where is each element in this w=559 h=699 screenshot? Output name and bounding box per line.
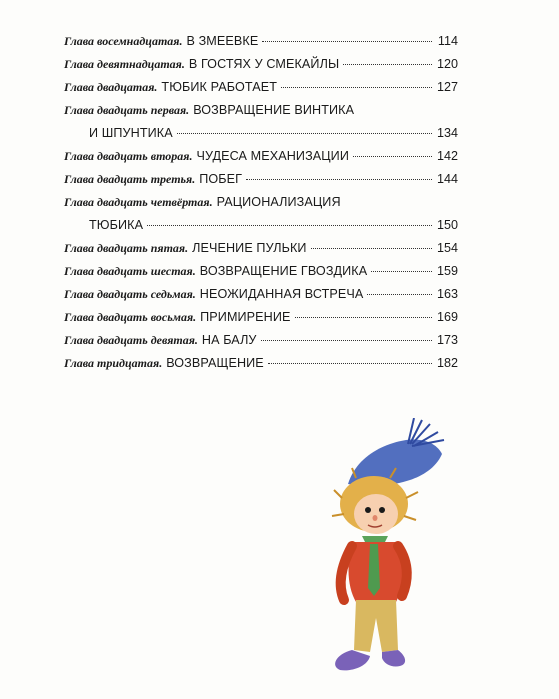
chapter-title: И ШПУНТИКА	[89, 126, 173, 140]
toc-entry	[64, 30, 458, 53]
page-number: 173	[436, 333, 458, 347]
character-illustration	[326, 418, 456, 688]
chapter-label: Глава двадцать четвёртая.	[64, 195, 213, 209]
chapter-title: В ЗМЕЕВКЕ	[186, 34, 259, 48]
chapter-title: НЕОЖИДАННАЯ ВСТРЕЧА	[199, 287, 364, 301]
toc-entry	[64, 306, 458, 329]
chapter-title: ЛЕЧЕНИЕ ПУЛЬКИ	[192, 241, 307, 255]
table-of-contents	[64, 30, 458, 375]
chapter-title: ЧУДЕСА МЕХАНИЗАЦИИ	[196, 149, 349, 163]
toc-entry	[64, 191, 458, 237]
chapter-label: Глава восемнадцатая.	[64, 34, 183, 48]
page-number: 114	[437, 34, 458, 48]
page-number: 127	[436, 80, 458, 94]
dot-leader	[262, 41, 432, 42]
dot-leader	[353, 156, 432, 157]
trousers	[354, 600, 398, 652]
toc-line	[64, 168, 458, 191]
dot-leader	[147, 225, 432, 226]
toc-entry	[64, 329, 458, 352]
dot-leader	[261, 340, 432, 341]
page-number: 150	[436, 218, 458, 232]
page-number: 169	[436, 310, 458, 324]
toc-entry	[64, 99, 458, 145]
page-number: 163	[436, 287, 458, 301]
page-number: 120	[436, 57, 458, 71]
toc-entry	[64, 237, 458, 260]
toc-line	[64, 214, 458, 237]
toc-line	[64, 145, 458, 168]
tie	[368, 544, 380, 596]
dot-leader	[343, 64, 432, 65]
chapter-label: Глава двадцать шестая.	[64, 264, 196, 278]
page-number: 144	[436, 172, 458, 186]
chapter-label: Глава двадцать третья.	[64, 172, 196, 186]
toc-entry	[64, 53, 458, 76]
chapter-label: Глава двадцать пятая.	[64, 241, 189, 255]
toc-line	[64, 122, 458, 145]
page-number: 159	[436, 264, 458, 278]
toc-entry	[64, 168, 458, 191]
toc-entry	[64, 145, 458, 168]
chapter-title: ВОЗВРАЩЕНИЕ	[166, 356, 264, 370]
toc-line	[64, 352, 458, 375]
dot-leader	[246, 179, 432, 180]
toc-entry	[64, 283, 458, 306]
chapter-label: Глава девятнадцатая.	[64, 57, 185, 71]
toc-line	[64, 237, 458, 260]
dot-leader	[268, 363, 432, 364]
chapter-label: Глава тридцатая.	[64, 356, 163, 370]
chapter-label: Глава двадцать восьмая.	[64, 310, 197, 324]
chapter-label: Глава двадцать первая.	[64, 103, 190, 117]
toc-entry	[64, 76, 458, 99]
dot-leader	[295, 317, 432, 318]
dot-leader	[177, 133, 432, 134]
dot-leader	[371, 271, 432, 272]
chapter-title: ПРИМИРЕНИЕ	[200, 310, 291, 324]
dot-leader	[367, 294, 432, 295]
page-number: 182	[436, 356, 458, 370]
chapter-title: НА БАЛУ	[201, 333, 257, 347]
page-number: 154	[436, 241, 458, 255]
chapter-label: Глава двадцатая.	[64, 80, 158, 94]
toc-line	[64, 260, 458, 283]
chapter-title: ВОЗВРАЩЕНИЕ ВИНТИКА	[193, 103, 355, 117]
toc-line	[64, 30, 458, 53]
face	[354, 494, 398, 534]
page-number: 142	[436, 149, 458, 163]
toc-line	[64, 329, 458, 352]
chapter-label: Глава двадцать седьмая.	[64, 287, 196, 301]
dot-leader	[281, 87, 432, 88]
right-shoe	[382, 650, 405, 667]
chapter-title: ВОЗВРАЩЕНИЕ ГВОЗДИКА	[199, 264, 368, 278]
chapter-title: ПОБЕГ	[199, 172, 243, 186]
toc-line	[64, 306, 458, 329]
dot-leader	[311, 248, 432, 249]
toc-line	[64, 53, 458, 76]
toc-line	[64, 76, 458, 99]
toc-line	[64, 99, 458, 122]
toc-entry	[64, 260, 458, 283]
chapter-title: ТЮБИК РАБОТАЕТ	[161, 80, 278, 94]
chapter-label: Глава двадцать девятая.	[64, 333, 198, 347]
chapter-title: ТЮБИКА	[89, 218, 144, 232]
chapter-title: РАЦИОНАЛИЗАЦИЯ	[216, 195, 341, 209]
chapter-title: В ГОСТЯХ У СМЕКАЙЛЫ	[188, 57, 340, 71]
page-number: 134	[436, 126, 458, 140]
left-shoe	[335, 650, 370, 670]
toc-line	[64, 283, 458, 306]
toc-entry	[64, 352, 458, 375]
chapter-label: Глава двадцать вторая.	[64, 149, 193, 163]
toc-line	[64, 191, 458, 214]
